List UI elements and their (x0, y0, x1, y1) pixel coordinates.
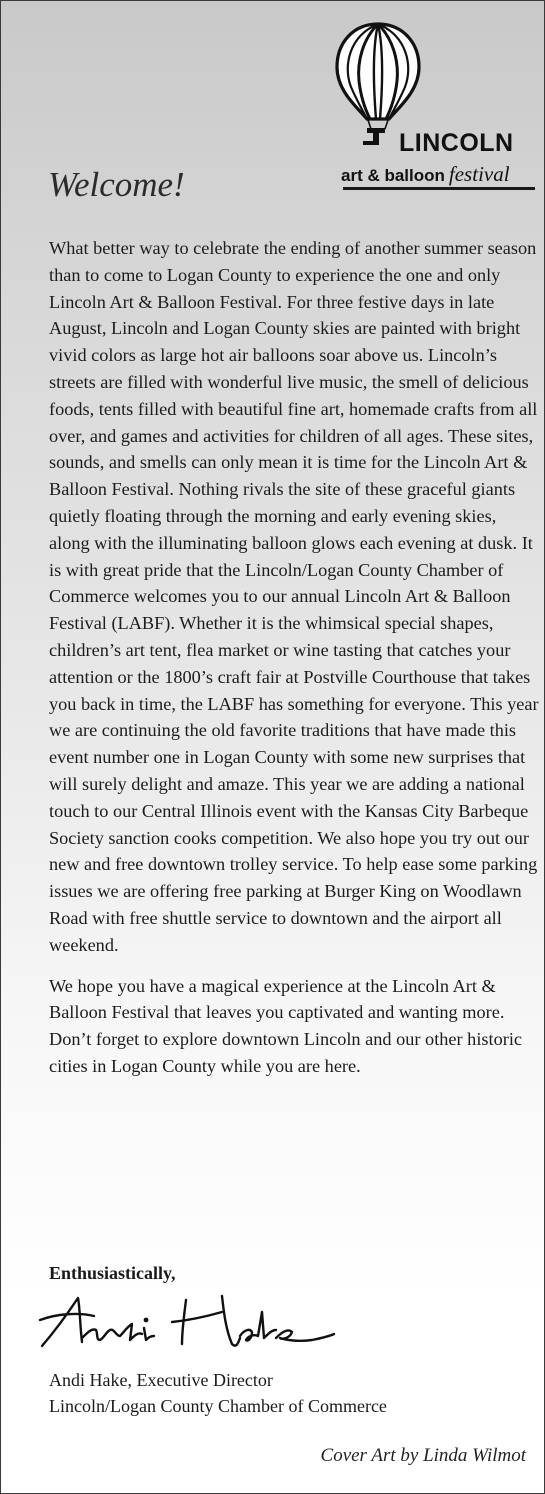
body-paragraph: We hope you have a magical experience at the Lincoln Art & Balloon Festival that leaves you captivated and wanting more. Don’t forget to explore downtown Lincoln and our other historic cities in Logan County while you are here. (49, 975, 523, 1076)
handwritten-signature (36, 1286, 336, 1358)
logo-title: LINCOLN (399, 129, 514, 157)
festival-logo (331, 21, 541, 201)
hot-air-balloon-icon (333, 21, 423, 145)
cover-art-credit: Cover Art by Linda Wilmot (320, 1445, 526, 1466)
page-title: Welcome! (48, 165, 185, 204)
signer-name-title: Andi Hake, Executive Director (49, 1370, 273, 1390)
signer-organization: Lincoln/Logan County Chamber of Commerce (49, 1396, 387, 1416)
logo-subtitle (341, 162, 510, 187)
logo-underline (343, 187, 535, 190)
logo-subtitle-script: festival (448, 162, 510, 186)
logo-subtitle-main: art & balloon (341, 166, 445, 185)
letter-body (49, 235, 539, 1094)
body-paragraph: What better way to celebrate the ending of another summer season than to come to Logan County to experience the one and only Lincoln Art & Balloon Festival. For three festive days in late August, Lincoln and Logan County skies are painted with bright vivid colors as large hot air balloons soar above us. Lincoln’s streets are filled with wonderful live music, the smell of delicious foods, tents filled with beautiful fine art, homemade crafts from all over, and games and activities for children of all ages. These sites, sounds, and smells can only mean it is time for the Lincoln Art & Balloon Festival. Nothing rivals the site of these graceful giants quietly floating through the morning and early evening skies, along with the illuminating balloon glows each evening at dusk. It is with great pride that the Lincoln/Logan County Chamber of Commerce welcomes you to our annual Lincoln Art & Balloon Festival (LABF). Whether it is the whimsical special shapes, children’s art tent, flea market or wine tasting that catches your attention or the 1800’s craft fair at Postville Courthouse that takes you back in time, the LABF has something for everyone. This year we are continuing the old favorite traditions that have made this event number one in Logan County with some new surprises that will surely delight and amaze. This year we are adding a national touch to our Central Illinois event with the Kansas City Barbeque Society sanction cooks competition. We also hope you try out our new and free downtown trolley service. To help ease some parking issues we are offering free parking at Burger King on Woodlawn Road with free shuttle service to downtown and the airport all weekend. (49, 238, 539, 955)
signer-block (49, 1367, 387, 1419)
closing-salutation: Enthusiastically, (49, 1263, 176, 1283)
